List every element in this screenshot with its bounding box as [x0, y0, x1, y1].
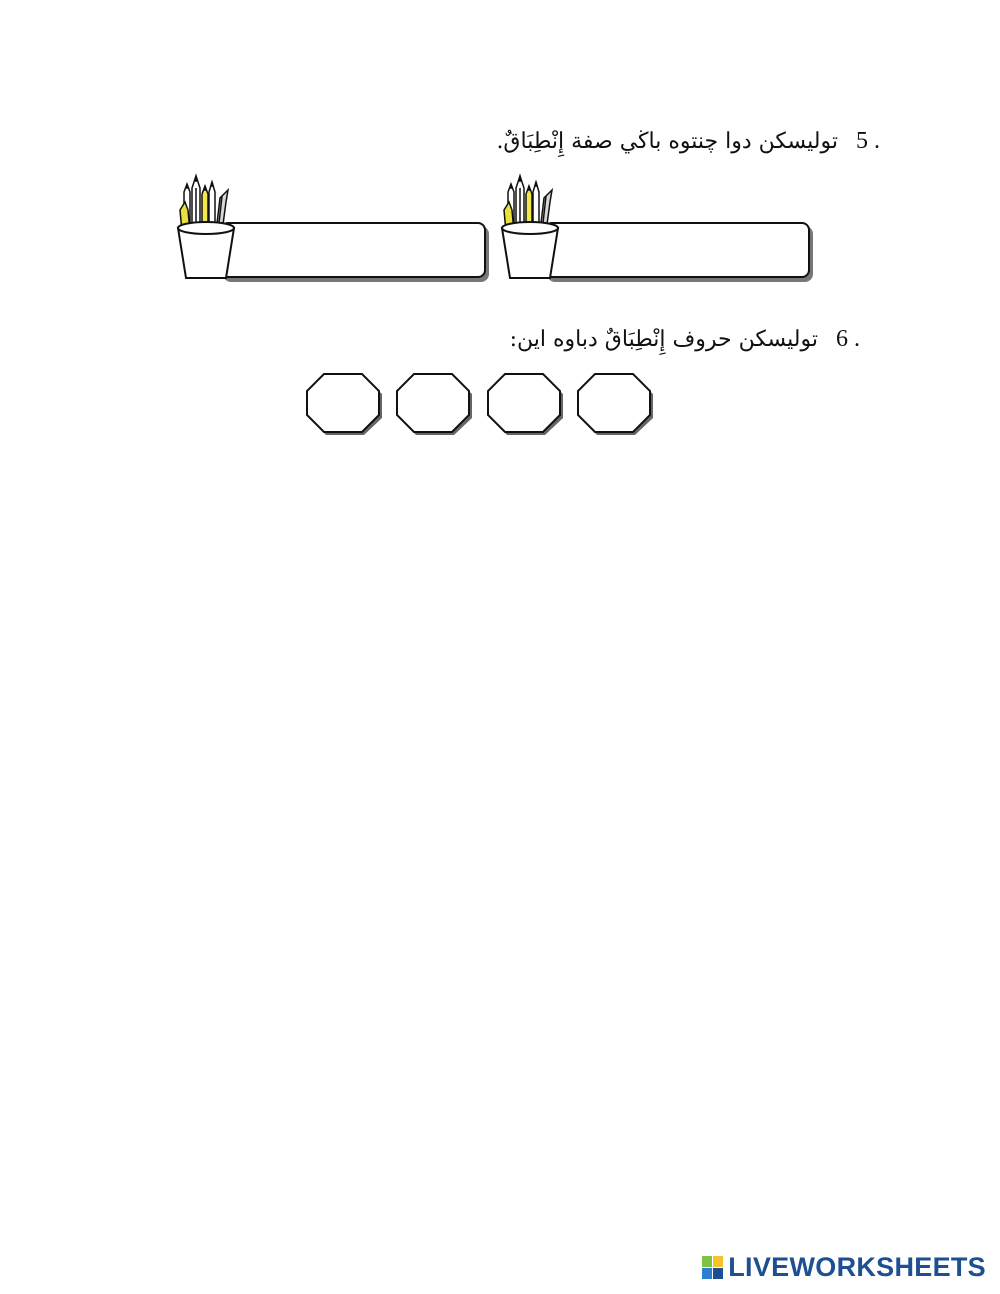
- question-5-number: 5 .: [856, 128, 880, 154]
- liveworksheets-logo-icon: [702, 1256, 724, 1280]
- answer-unit-2: [176, 170, 496, 290]
- answer-input-2[interactable]: [222, 224, 484, 276]
- question-6-number: 6 .: [836, 326, 860, 352]
- question-5-text: توليسكن دوا چنتوه باڬي صفة إِنْطِبَاقٌ.: [496, 129, 838, 154]
- answer-input-1[interactable]: [546, 224, 808, 276]
- octagon-box-3: [487, 372, 565, 438]
- octagon-box-2: [396, 372, 474, 438]
- octagon-box-4: [577, 372, 655, 438]
- octagon-answer-row: [306, 372, 666, 442]
- question-5: [496, 128, 880, 155]
- octagon-input-1[interactable]: [318, 386, 376, 424]
- answer-unit-1: [500, 170, 820, 290]
- pencil-cup-icon: [500, 170, 562, 282]
- liveworksheets-brand: [702, 1252, 986, 1283]
- answer-box-1: [544, 222, 810, 278]
- octagon-input-3[interactable]: [499, 386, 557, 424]
- brand-name: LIVEWORKSHEETS: [728, 1252, 986, 1282]
- octagon-box-1: [306, 372, 384, 438]
- answer-box-2: [220, 222, 486, 278]
- question-6: [510, 326, 860, 353]
- question-6-text: توليسكن حروف إِنْطِبَاقٌ دباوه اين:: [509, 327, 818, 352]
- octagon-input-4[interactable]: [589, 386, 647, 424]
- octagon-input-2[interactable]: [408, 386, 466, 424]
- pencil-cup-icon: [176, 170, 238, 282]
